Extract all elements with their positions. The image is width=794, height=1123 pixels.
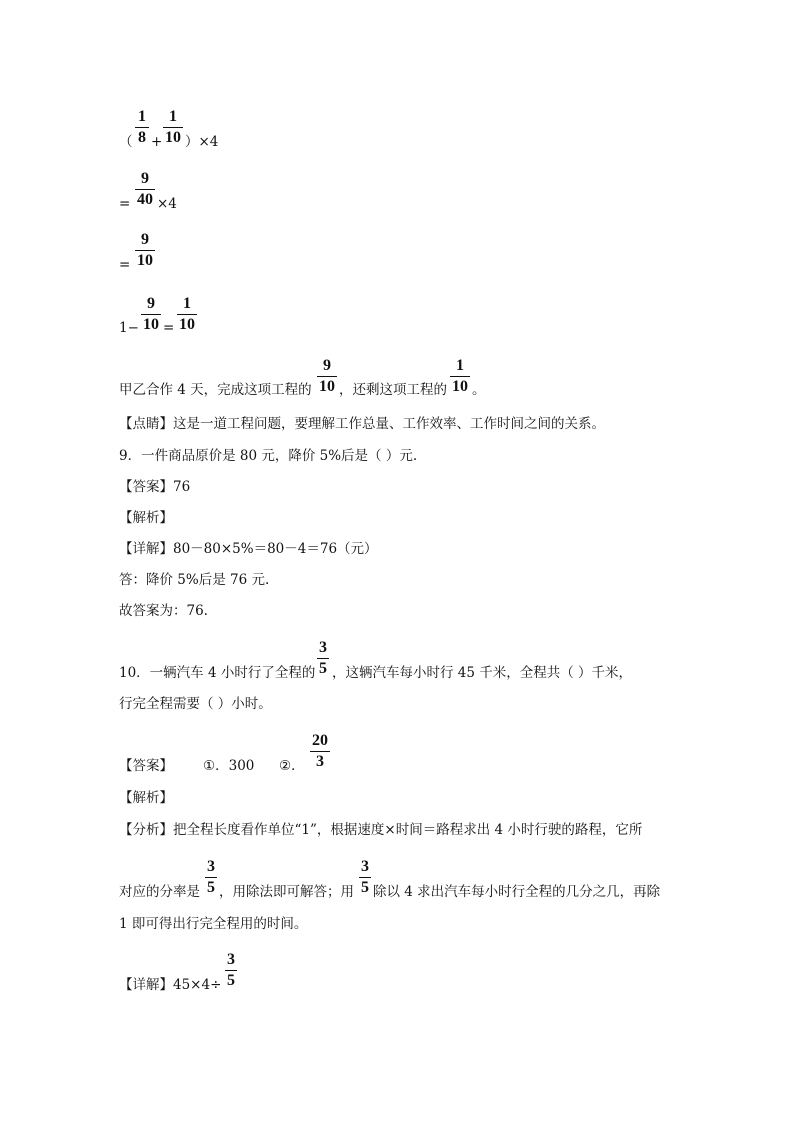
q10-question-a: 10．一辆汽车 4 小时行了全程的 (119, 665, 316, 681)
fraction-3-5: 3 5 (227, 951, 235, 989)
q9-detail: 【详解】80－80×5%＝80－4＝76（元） (119, 541, 378, 557)
equals-sign: = (119, 257, 131, 273)
fraction-3-5: 3 5 (319, 639, 327, 677)
equals-sign: = (163, 320, 175, 336)
q9-reply: 答：降价 5%后是 76 元. (119, 572, 270, 588)
equals-sign: = (119, 196, 131, 212)
fraction-9-10: 9 10 (137, 231, 153, 269)
times-4: ×4 (157, 196, 177, 212)
q10-question-line2: 行完全程需要（ ）小时。 (119, 696, 272, 712)
q10-question-b: ，这辆汽车每小时行 45 千米，全程共（ ）千米， (332, 665, 633, 681)
conclusion-text-c: 。 (472, 382, 486, 398)
q9-analysis-label: 【解析】 (119, 510, 173, 526)
fraction-9-10: 9 10 (319, 357, 335, 395)
paren-open: （ (119, 134, 133, 150)
q10-answer-label: 【答案】 (119, 758, 173, 774)
q9-final: 故答案为：76. (119, 603, 208, 619)
fraction-3-5: 3 5 (207, 858, 215, 896)
fraction-1-8: 1 8 (135, 108, 149, 147)
q10-fenxi-text-b: ，用除法即可解答；用 (219, 884, 354, 900)
q10-detail-text: 【详解】45×4÷ (119, 977, 222, 993)
q10-fenxi-line3: 1 即可得出行完全程用的时间。 (119, 916, 308, 932)
q10-answer-1: ①．300 (203, 758, 255, 774)
q9-question: 9．一件商品原价是 80 元，降价 5%后是（ ）元. (119, 448, 418, 464)
plus-sign: + (151, 134, 163, 150)
conclusion-text-b: ，还剩这项工程的 (339, 382, 447, 398)
q10-analysis-label: 【解析】 (119, 790, 173, 806)
tip-text: 【点睛】这是一道工程问题，要理解工作总量、工作效率、工作时间之间的关系。 (119, 416, 605, 432)
fraction-9-10: 9 10 (143, 295, 159, 333)
q9-answer: 【答案】76 (119, 479, 191, 495)
q10-fenxi-text-c: 除以 4 求出汽车每小时行全程的几分之几，再除 (373, 884, 661, 900)
fraction-1-10: 1 10 (452, 357, 468, 395)
paren-close-times-4: ）×4 (185, 134, 219, 150)
q10-answer-2: ②． (279, 758, 305, 774)
q10-fenxi-line1: 【分析】把全程长度看作单位“1”，根据速度×时间＝路程求出 4 小时行驶的路程，它所 (119, 822, 643, 838)
fraction-3-5: 3 5 (361, 858, 369, 896)
q10-fenxi-text-a: 对应的分率是 (119, 884, 200, 900)
fraction-20-3: 20 3 (312, 732, 328, 770)
fraction-1-10: 1 10 (179, 295, 195, 333)
one-minus: 1− (119, 320, 139, 336)
conclusion-text-a: 甲乙合作 4 天，完成这项工程的 (119, 382, 312, 398)
fraction-9-40: 9 40 (137, 170, 153, 208)
fraction-1-10: 1 10 (165, 108, 181, 146)
